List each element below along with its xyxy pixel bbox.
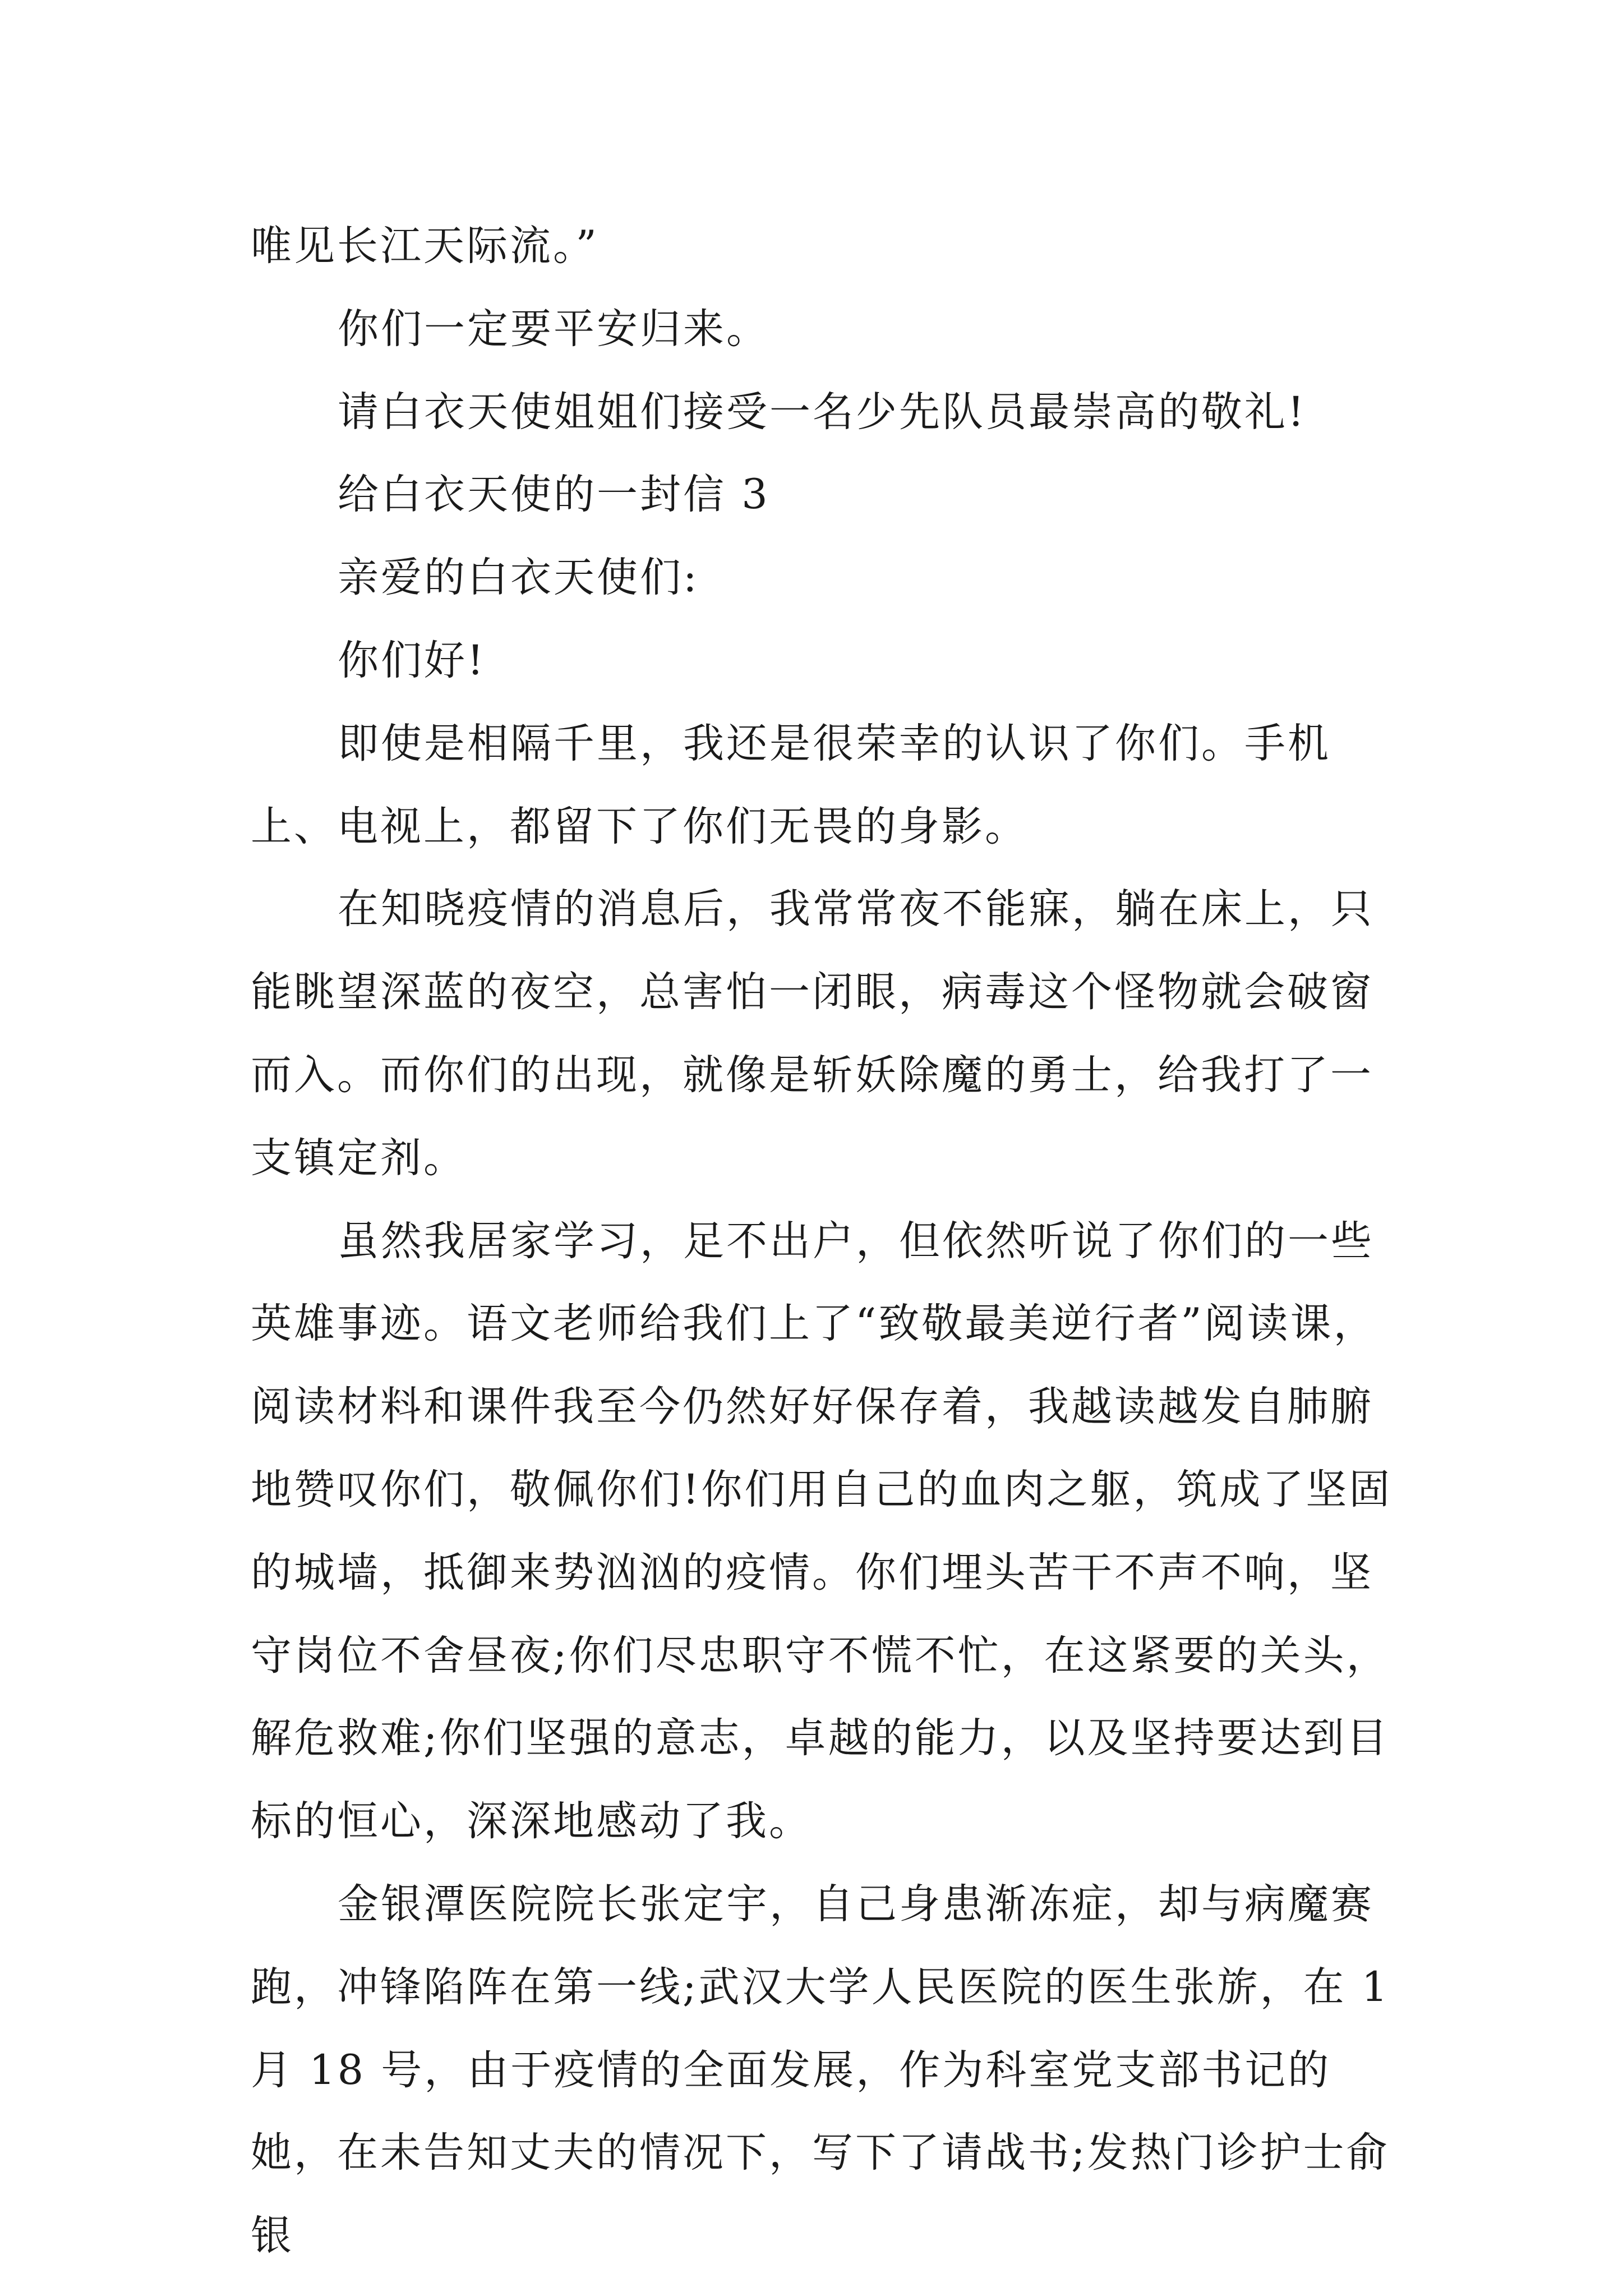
paragraph: 金银潭医院院长张定宇，自己身患渐冻症，却与病魔赛跑，冲锋陷阵在第一线;武汉大学人民医院的医生张旂，在 1 月 18 号，由于疫情的全面发展，作为科室党支部书记的她，在未告知丈夫的情况下，写下了请战书;发热门诊护士俞银: [251, 1880, 1390, 2260]
section-title: 给白衣天使的一封信 3: [338, 471, 770, 519]
paragraph: 请白衣天使姐姐们接受一名少先队员最崇高的敬礼!: [338, 388, 1307, 436]
paragraph: 你们一定要平安归来。: [338, 305, 769, 353]
greeting: 你们好!: [338, 636, 486, 684]
paragraph: 虽然我居家学习，足不出户，但依然听说了你们的一些英雄事迹。语文老师给我们上了“致敬最美逆行者”阅读课，阅读材料和课件我至今仍然好好保存着，我越读越发自肺腑地赞叹你们，敬佩你们!你们用自己的血肉之躯，筑成了坚固的城墙，抵御来势汹汹的疫情。你们埋头苦干不声不响，坚守岗位不舍昼夜;你们尽忠职守不慌不忙，在这紧要的关头，解危救难;你们坚强的意志，卓越的能力，以及坚持要达到目标的恒心，深深地感动了我。: [251, 1217, 1393, 1846]
document-body: [251, 205, 1406, 2277]
paragraph: 在知晓疫情的消息后，我常常夜不能寐，躺在床上，只能眺望深蓝的夜空，总害怕一闭眼，病毒这个怪物就会破窗而入。而你们的出现，就像是斩妖除魔的勇士，给我打了一支镇定剂。: [251, 885, 1374, 1182]
salutation: 亲爱的白衣天使们:: [338, 554, 699, 602]
paragraph: 唯见长江天际流。”: [251, 222, 599, 270]
paragraph: 即使是相隔千里，我还是很荣幸的认识了你们。手机上、电视上，都留下了你们无畏的身影。: [251, 719, 1331, 850]
